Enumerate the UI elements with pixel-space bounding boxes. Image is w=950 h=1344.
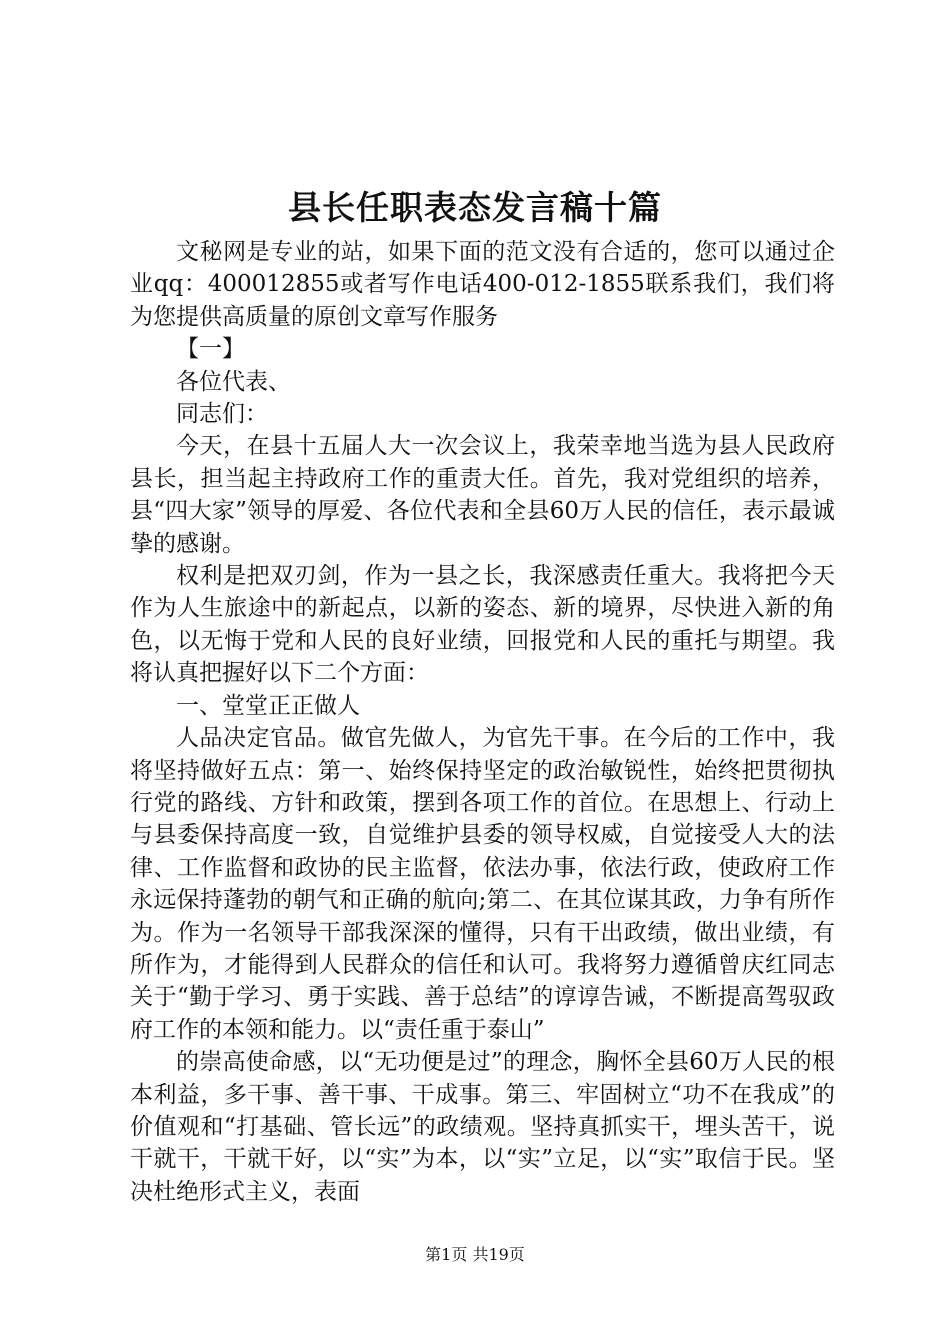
document-title: 县长任职表态发言稿十篇	[288, 188, 662, 227]
section-heading: 一、堂堂正正做人	[176, 692, 360, 719]
body-paragraph: 的崇高使命感，以“无功便是过”的理念，胸怀全县60万人民的根本利益，多干事、善干事、干成事。第三、牢固树立“功不在我成”的价值观和“打基础、管长远”的政绩观。坚持真抓实干，埋头苦干，说干就干，干就干好，以“实”为本，以“实”立足，以“实”取信于民。坚决杜绝形式主义，表面	[130, 1049, 835, 1205]
section-marker: 【一】	[176, 336, 245, 363]
body-paragraph: 人品决定官品。做官先做人，为官先干事。在今后的工作中，我将坚持做好五点：第一、始终保持坚定的政治敏锐性，始终把贯彻执行党的路线、方针和政策，摆到各项工作的首位。在思想上、行动上与县委保持高度一致，自觉维护县委的领导权威，自觉接受人大的法律、工作监督和政协的民主监督，依法办事，依法行政，使政府工作永远保持蓬勃的朝气和正确的航向;第二、在其位谋其政，力争有所作为。作为一名领导干部我深深的懂得，只有干出政绩，做出业绩，有所作为，才能得到人民群众的信任和认可。我将努力遵循曾庆红同志关于“勤于学习、勇于实践、善于总结”的谆谆告诫，不断提高驾驭政府工作的本领和能力。以“责任重于泰山”	[130, 725, 835, 1043]
document-body	[130, 236, 835, 1208]
page-number: 第1页 共19页	[425, 1245, 525, 1264]
salutation-line: 同志们：	[176, 401, 268, 428]
intro-paragraph: 文秘网是专业的站，如果下面的范文没有合适的，您可以通过企业qq：400012855或者写作电话400-012-1855联系我们，我们将为您提供高质量的原创文章写作服务	[130, 239, 835, 330]
body-paragraph: 今天，在县十五届人大一次会议上，我荣幸地当选为县人民政府县长，担当起主持政府工作的重责大任。首先，我对党组织的培养，县“四大家”领导的厚爱、各位代表和全县60万人民的信任，表示最诚挚的感谢。	[130, 433, 835, 557]
body-paragraph: 权利是把双刃剑，作为一县之长，我深感责任重大。我将把今天作为人生旅途中的新起点，以新的姿态、新的境界，尽快进入新的角色，以无悔于党和人民的良好业绩，回报党和人民的重托与期望。我将认真把握好以下二个方面：	[130, 563, 835, 687]
salutation-line: 各位代表、	[176, 368, 291, 395]
